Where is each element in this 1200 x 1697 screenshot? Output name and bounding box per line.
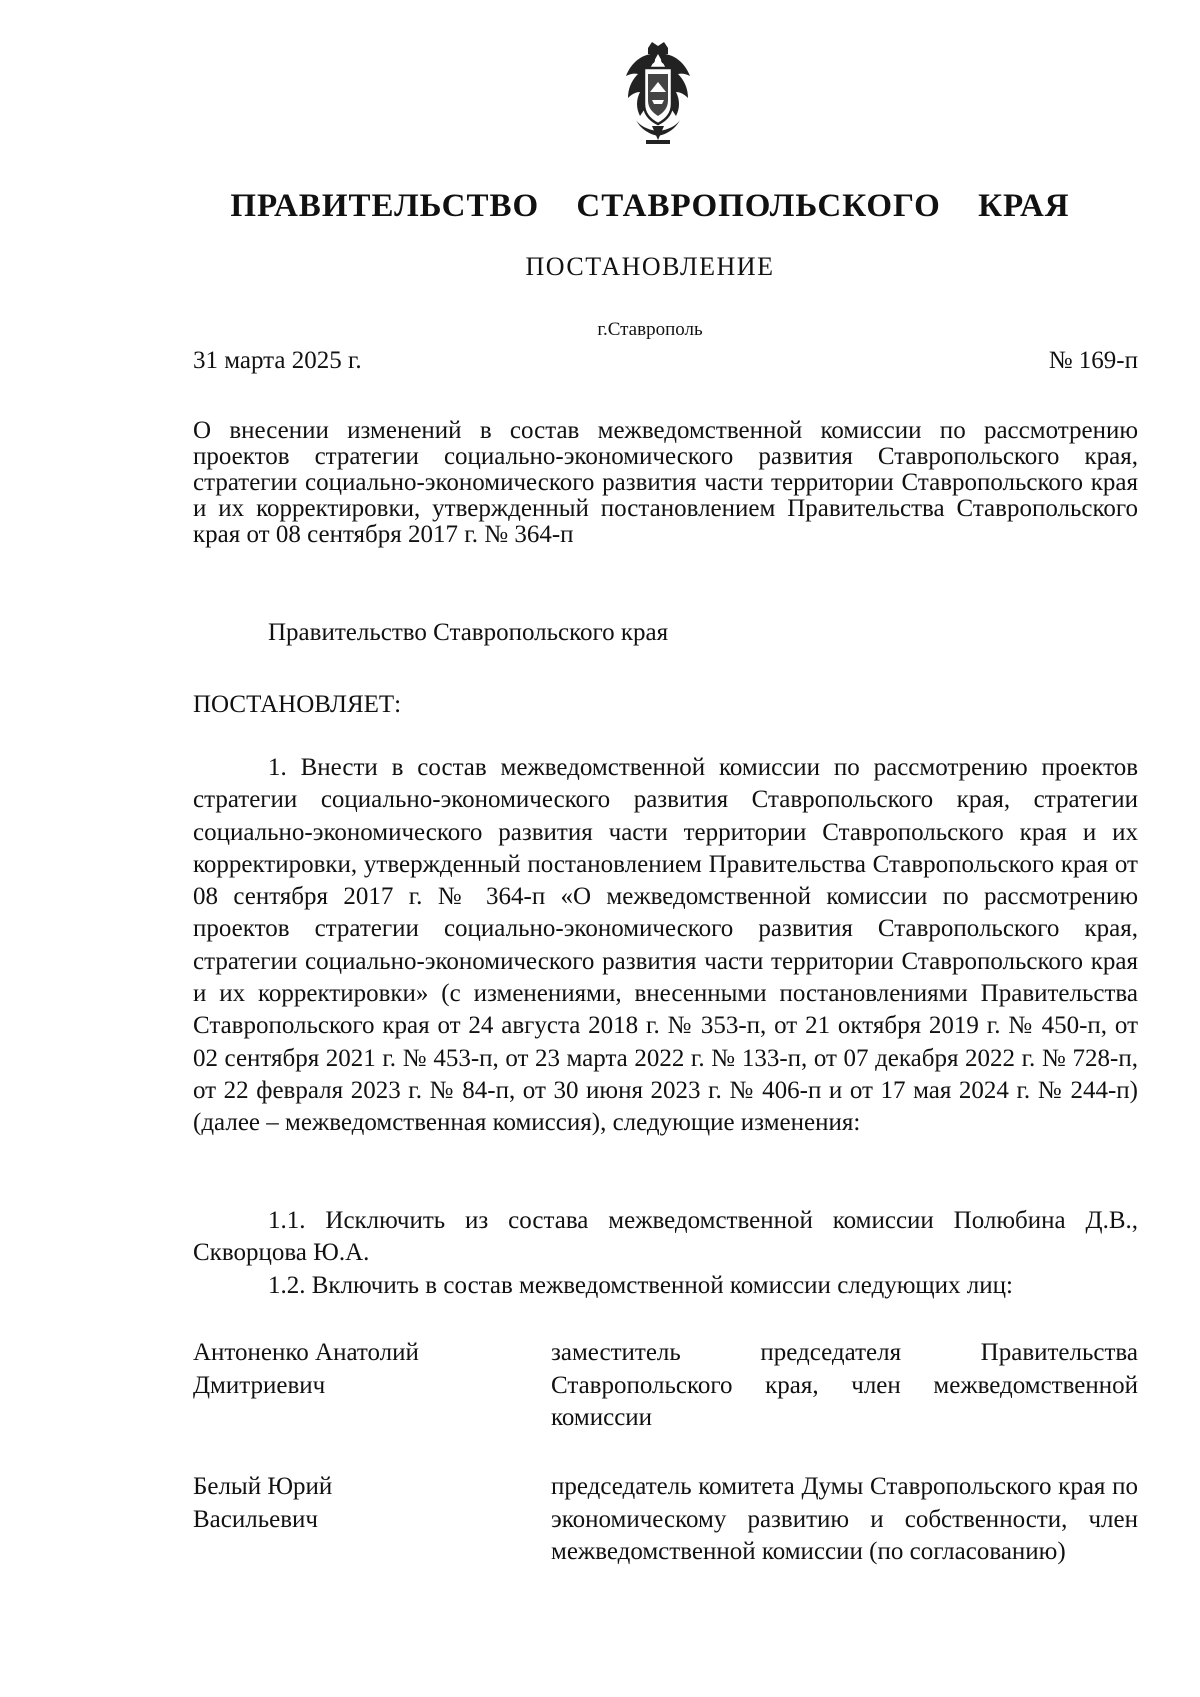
city: г.Ставрополь — [597, 319, 703, 340]
paragraph-1: 1. Внести в состав межведомственной комиссии по рассмотрению проектов стратегии социально-экономического развития Ставропольского края, стратегии социально-экономического развития части территории Ставропольского края и их корректировки, утвержденный постановлением Правительства Ставропольского края от 08 сентября 2017 г. № 364-п «О межведомственной комиссии по рассмотрению проектов стратегии социально-экономического развития Ставропольского края, стратегии социально-экономического развития части территории Ставропольского края и их корректировки» (с изменениями, внесенными постановлениями Правительства Ставропольского края от 24 августа 2018 г. № 353-п, от 21 октября 2019 г. № 450-п, от 02 сентября 2021 г. № 453-п, от 23 марта 2022 г. № 133-п, от 07 декабря 2022 г. № 728-п, от 22 февраля 2023 г. № 84-п, от 30 июня 2023 г. № 406-п и от 17 мая 2024 г. № 244-п) (далее – межведомственная комиссия), следующие изменения: — [193, 754, 1138, 1137]
member-surname-given: Антоненко Анатолий — [193, 1339, 419, 1366]
member-role: заместитель председателя Правительства Ставропольского края, член межведомственной комиссии — [551, 1339, 1138, 1431]
paragraph-1-2: 1.2. Включить в состав межведомственной комиссии следующих лиц: — [268, 1272, 1013, 1299]
paragraph-1-1: 1.1. Исключить из состава межведомственной комиссии Полюбина Д.В., Скворцова Ю.А. — [193, 1207, 1138, 1267]
member-name — [193, 1471, 493, 1536]
document-title: О внесении изменений в состав межведомственной комиссии по рассмотрению проектов стратегии социально-экономического развития Ставропольского края, стратегии социально-экономического развития части территории Ставропольского края и их корректировки, утвержденный постановлением Правительства Ставропольского края от 08 сентября 2017 г. № 364-п — [193, 417, 1138, 548]
member-role: председатель комитета Думы Ставропольского края по экономическому развитию и собственности, член межведомственной комиссии (по согласованию) — [551, 1473, 1138, 1565]
document-date: 31 марта 2025 г. — [193, 347, 362, 374]
organization-name: ПРАВИТЕЛЬСТВО СТАВРОПОЛЬСКОГО КРАЯ — [230, 188, 1070, 224]
member-surname-given: Белый Юрий — [193, 1473, 333, 1500]
document-number: № 169-п — [1048, 347, 1138, 374]
member-patronymic: Васильевич — [193, 1505, 318, 1533]
coat-of-arms-icon — [622, 42, 694, 146]
document-type: ПОСТАНОВЛЕНИЕ — [525, 252, 775, 281]
member-patronymic: Дмитриевич — [193, 1371, 326, 1399]
issuing-body: Правительство Ставропольского края — [268, 619, 669, 646]
decrees-heading: ПОСТАНОВЛЯЕТ: — [193, 691, 402, 718]
member-name — [193, 1337, 493, 1402]
